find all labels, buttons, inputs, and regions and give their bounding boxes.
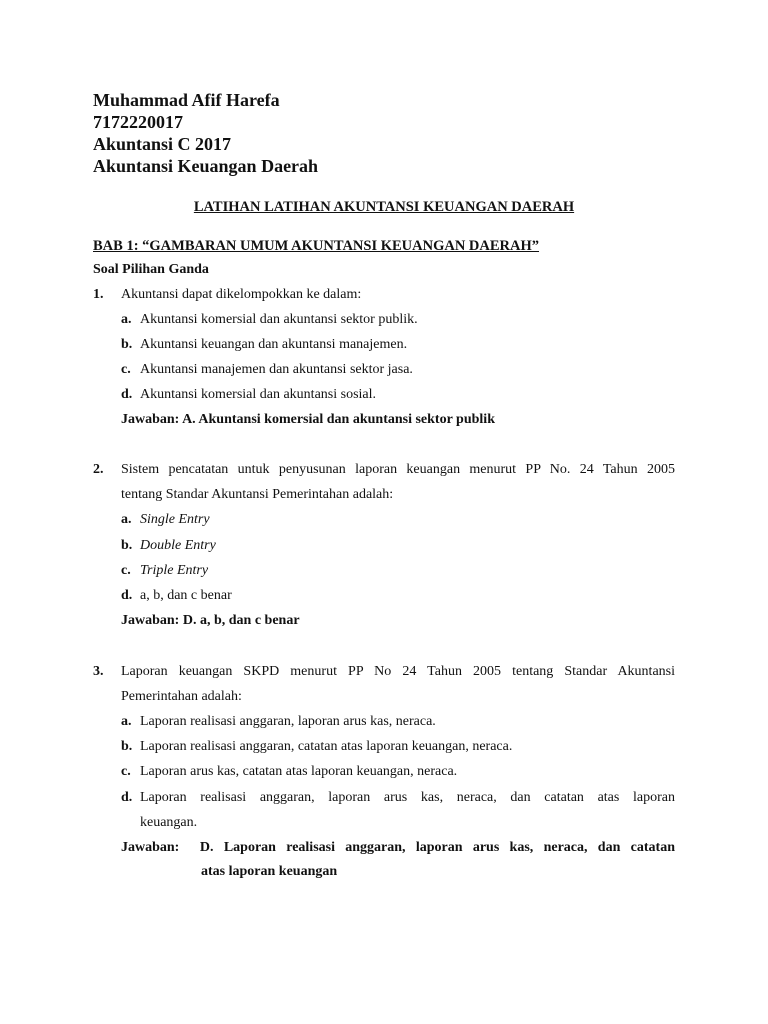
- question-text: Laporan keuangan SKPD menurut PP No 24 Tahun 2005 tentang Standar Akuntansi: [121, 664, 675, 679]
- option-text: Double Entry: [140, 538, 216, 553]
- answer: Jawaban: D. Laporan realisasi anggaran, laporan arus kas, neraca, dan catatan: [121, 840, 675, 855]
- answer: Jawaban: D. a, b, dan c benar: [121, 613, 300, 628]
- option-text: Laporan arus kas, catatan atas laporan keuangan, neraca.: [140, 764, 458, 779]
- document-title: LATIHAN LATIHAN AKUNTANSI KEUANGAN DAERAH: [193, 199, 575, 215]
- option-letter: c.: [121, 764, 131, 779]
- question-text: tentang Standar Akuntansi Pemerintahan adalah:: [121, 487, 394, 502]
- question-number: 3.: [93, 664, 104, 679]
- option-letter: d.: [121, 588, 133, 603]
- student-class: Akuntansi C 2017: [93, 134, 232, 154]
- option-letter: a.: [121, 312, 132, 327]
- option-letter: b.: [121, 739, 133, 754]
- chapter-heading: BAB 1: “GAMBARAN UMUM AKUNTANSI KEUANGAN DAERAH”: [93, 238, 540, 254]
- option-letter: d.: [121, 790, 133, 805]
- option-text: Akuntansi keuangan dan akuntansi manajemen.: [140, 337, 408, 352]
- option-letter: a.: [121, 714, 132, 729]
- question-text: Sistem pencatatan untuk penyusunan laporan keuangan menurut PP No. 24 Tahun 2005: [121, 462, 675, 477]
- option-letter: c.: [121, 563, 131, 578]
- option-text: Laporan realisasi anggaran, laporan arus kas, neraca.: [140, 714, 436, 729]
- option-text: a, b, dan c benar: [140, 588, 232, 603]
- option-letter: b.: [121, 337, 133, 352]
- section-heading: Soal Pilihan Ganda: [93, 262, 209, 277]
- option-text: Laporan realisasi anggaran, catatan atas laporan keuangan, neraca.: [140, 739, 513, 754]
- answer-continued: atas laporan keuangan: [201, 864, 338, 879]
- student-id: 7172220017: [93, 112, 183, 132]
- option-letter: b.: [121, 538, 133, 553]
- question-number: 1.: [93, 287, 104, 302]
- option-text: Akuntansi komersial dan akuntansi sosial.: [140, 387, 377, 402]
- option-text: Akuntansi komersial dan akuntansi sektor publik.: [140, 312, 418, 327]
- option-text: Laporan realisasi anggaran, laporan arus kas, neraca, dan catatan atas laporan: [140, 790, 675, 805]
- option-text-continued: keuangan.: [140, 815, 198, 830]
- option-letter: c.: [121, 362, 131, 377]
- option-text: Single Entry: [140, 512, 210, 527]
- option-letter: d.: [121, 387, 133, 402]
- option-text: Triple Entry: [140, 563, 209, 578]
- answer: Jawaban: A. Akuntansi komersial dan akuntansi sektor publik: [121, 412, 495, 427]
- question-text: Pemerintahan adalah:: [121, 689, 242, 704]
- course-name: Akuntansi Keuangan Daerah: [93, 156, 319, 176]
- question-text: Akuntansi dapat dikelompokkan ke dalam:: [121, 287, 362, 302]
- question-number: 2.: [93, 462, 104, 477]
- option-letter: a.: [121, 512, 132, 527]
- option-text: Akuntansi manajemen dan akuntansi sektor jasa.: [140, 362, 413, 377]
- student-name: Muhammad Afif Harefa: [93, 90, 280, 110]
